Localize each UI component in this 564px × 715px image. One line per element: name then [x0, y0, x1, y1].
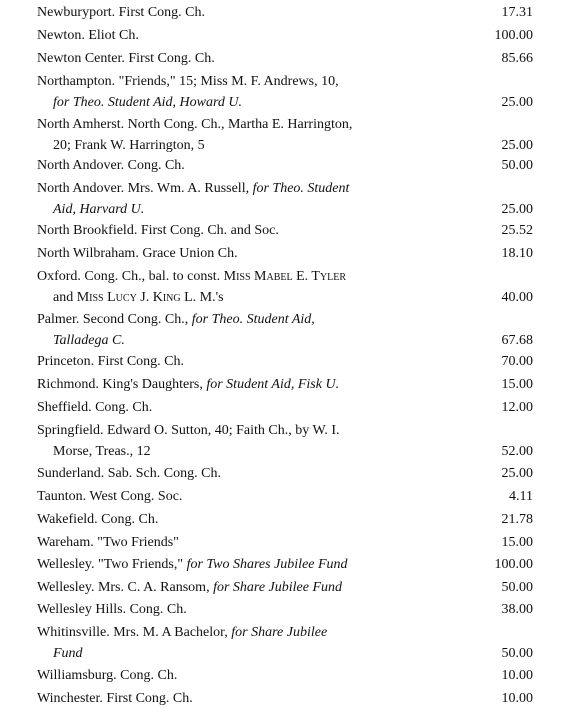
text-segment: Princeton. First Cong. Ch.: [37, 354, 185, 369]
entry-description: [37, 556, 437, 574]
description-line: [37, 222, 437, 240]
entry-description: [37, 399, 437, 417]
entry-description: [37, 511, 437, 529]
entry-amount: 100.00: [494, 28, 533, 43]
ledger-entry: [37, 353, 533, 371]
ledger-entry: [37, 311, 533, 350]
entry-amount: 12.00: [501, 400, 533, 415]
ledger-entry: [37, 73, 533, 112]
description-line: [37, 422, 437, 440]
text-segment: Newton. Eliot Ch.: [37, 28, 139, 43]
entry-description: [37, 222, 437, 240]
ledger-entry: [37, 534, 533, 552]
entry-amount: 25.00: [501, 138, 533, 153]
entry-amount: 10.00: [501, 691, 533, 706]
entry-amount: 70.00: [501, 354, 533, 369]
entry-amount: 15.00: [501, 377, 533, 392]
entry-amount: 67.68: [501, 333, 533, 348]
entry-amount: 40.00: [501, 290, 533, 305]
entry-amount: 50.00: [501, 646, 533, 661]
description-line: [37, 73, 437, 91]
text-segment: Wakefield. Cong. Ch.: [37, 512, 159, 527]
entry-amount: 21.78: [501, 512, 533, 527]
text-segment: Wareham. "Two Friends": [37, 535, 179, 550]
italic-phrase: for Share Jubilee: [231, 625, 328, 640]
text-segment: Springfield. Edward O. Sutton, 40; Faith Ch., by W. I.: [37, 423, 340, 438]
text-segment: Wellesley. "Two Friends,": [37, 557, 187, 572]
entry-description: [37, 422, 437, 461]
entry-amount: 100.00: [494, 557, 533, 572]
entry-amount: 18.10: [501, 246, 533, 261]
description-continuation-line: [37, 137, 437, 155]
description-continuation-line: [37, 94, 437, 112]
text-segment: North Amherst. North Cong. Ch., Martha E. Harrington,: [37, 117, 353, 132]
ledger-entry: [37, 50, 533, 68]
entry-amount: 15.00: [501, 535, 533, 550]
description-line: [37, 556, 437, 574]
entry-amount: 25.52: [501, 223, 533, 238]
text-segment: L. M.'s: [180, 290, 224, 305]
text-segment: 20; Frank W. Harrington, 5: [53, 138, 205, 153]
ledger-entry: [37, 690, 533, 708]
italic-phrase: for Share Jubilee Fund: [213, 580, 343, 595]
italic-phrase: for Theo. Student Aid,: [191, 312, 315, 327]
description-continuation-line: [37, 289, 437, 307]
ledger-entry: [37, 465, 533, 483]
entry-description: [37, 667, 437, 685]
italic-phrase: Fund: [53, 646, 83, 661]
ledger-entry: [37, 579, 533, 597]
text-segment: Palmer. Second Cong. Ch.,: [37, 312, 192, 327]
ledger-entry: [37, 116, 533, 155]
description-line: [37, 50, 437, 68]
description-line: [37, 4, 437, 22]
description-line: [37, 245, 437, 263]
ledger-entry: [37, 488, 533, 506]
text-segment: Williamsburg. Cong. Ch.: [37, 668, 178, 683]
description-line: [37, 690, 437, 708]
description-line: [37, 268, 437, 286]
text-segment: and: [53, 290, 77, 305]
entry-amount: 85.66: [501, 51, 533, 66]
text-segment: Taunton. West Cong. Soc.: [37, 489, 183, 504]
description-line: [37, 534, 437, 552]
italic-phrase: for Theo. Student Aid, Howard U.: [53, 95, 243, 110]
entry-description: [37, 488, 437, 506]
ledger-entry: [37, 556, 533, 574]
entry-amount: 4.11: [509, 489, 533, 504]
entry-description: [37, 73, 437, 112]
italic-phrase: for Student Aid, Fisk U.: [206, 377, 340, 392]
entry-description: [37, 116, 437, 155]
ledger-entry: [37, 157, 533, 175]
description-line: [37, 465, 437, 483]
entry-description: [37, 353, 437, 371]
ledger-entry: [37, 268, 533, 307]
text-segment: Wellesley. Mrs. C. A. Ransom,: [37, 580, 214, 595]
entry-description: [37, 690, 437, 708]
italic-phrase: Aid, Harvard U.: [53, 202, 145, 217]
description-line: [37, 376, 437, 394]
entry-amount: 25.00: [501, 466, 533, 481]
description-line: [37, 180, 437, 198]
text-segment: Northampton. "Friends," 15; Miss M. F. Andrews, 10,: [37, 74, 339, 89]
italic-phrase: Talladega C.: [53, 333, 125, 348]
entry-amount: 25.00: [501, 95, 533, 110]
text-segment: Whitinsville. Mrs. M. A Bachelor,: [37, 625, 232, 640]
text-segment: Sheffield. Cong. Ch.: [37, 400, 153, 415]
ledger-entry: [37, 27, 533, 45]
description-line: [37, 157, 437, 175]
entry-description: [37, 465, 437, 483]
ledger-entry: [37, 601, 533, 619]
text-segment: North Andover. Mrs. Wm. A. Russell,: [37, 181, 253, 196]
entry-amount: 52.00: [501, 444, 533, 459]
ledger-entry: [37, 180, 533, 219]
description-line: [37, 311, 437, 329]
description-continuation-line: [37, 645, 437, 663]
entry-description: [37, 311, 437, 350]
description-line: [37, 667, 437, 685]
ledger-entry: [37, 422, 533, 461]
text-segment: Morse, Treas., 12: [53, 444, 151, 459]
ledger-entry: [37, 222, 533, 240]
text-segment: Oxford. Cong. Ch., bal. to const.: [37, 269, 224, 284]
description-line: [37, 601, 437, 619]
description-continuation-line: [37, 332, 437, 350]
text-segment: North Andover. Cong. Ch.: [37, 158, 185, 173]
entry-amount: 50.00: [501, 580, 533, 595]
text-segment: North Brookfield. First Cong. Ch. and Soc.: [37, 223, 279, 238]
text-segment: Sunderland. Sab. Sch. Cong. Ch.: [37, 466, 221, 481]
entry-description: [37, 4, 437, 22]
entry-description: [37, 180, 437, 219]
text-segment: Richmond. King's Daughters,: [37, 377, 207, 392]
italic-phrase: for Theo. Student: [252, 181, 350, 196]
entry-amount: 50.00: [501, 158, 533, 173]
ledger-entry: [37, 245, 533, 263]
ledger-entry: [37, 667, 533, 685]
text-segment: North Wilbraham. Grace Union Ch.: [37, 246, 238, 261]
entry-description: [37, 601, 437, 619]
description-line: [37, 27, 437, 45]
description-line: [37, 488, 437, 506]
entry-description: [37, 27, 437, 45]
entry-description: [37, 624, 437, 663]
text-segment: Newburyport. First Cong. Ch.: [37, 5, 205, 20]
entry-description: [37, 376, 437, 394]
description-line: [37, 353, 437, 371]
ledger-entry: [37, 376, 533, 394]
italic-phrase: for Two Shares Jubilee Fund: [186, 557, 348, 572]
entry-description: [37, 579, 437, 597]
text-segment: Wellesley Hills. Cong. Ch.: [37, 602, 187, 617]
description-continuation-line: [37, 201, 437, 219]
small-caps-name: Miss Mabel E. Tyler: [223, 269, 347, 284]
description-line: [37, 579, 437, 597]
text-segment: Newton Center. First Cong. Ch.: [37, 51, 215, 66]
description-continuation-line: [37, 443, 437, 461]
ledger-entry: [37, 4, 533, 22]
entry-description: [37, 534, 437, 552]
entry-description: [37, 245, 437, 263]
description-line: [37, 116, 437, 134]
description-line: [37, 511, 437, 529]
entry-description: [37, 50, 437, 68]
small-caps-name: Miss Lucy J. King: [76, 290, 181, 305]
entry-description: [37, 157, 437, 175]
ledger-entry: [37, 624, 533, 663]
description-line: [37, 624, 437, 642]
entry-description: [37, 268, 437, 307]
text-segment: Winchester. First Cong. Ch.: [37, 691, 193, 706]
ledger-entry: [37, 511, 533, 529]
entry-amount: 17.31: [501, 5, 533, 20]
entry-amount: 10.00: [501, 668, 533, 683]
ledger-entry: [37, 399, 533, 417]
entry-amount: 38.00: [501, 602, 533, 617]
entry-amount: 25.00: [501, 202, 533, 217]
description-line: [37, 399, 437, 417]
